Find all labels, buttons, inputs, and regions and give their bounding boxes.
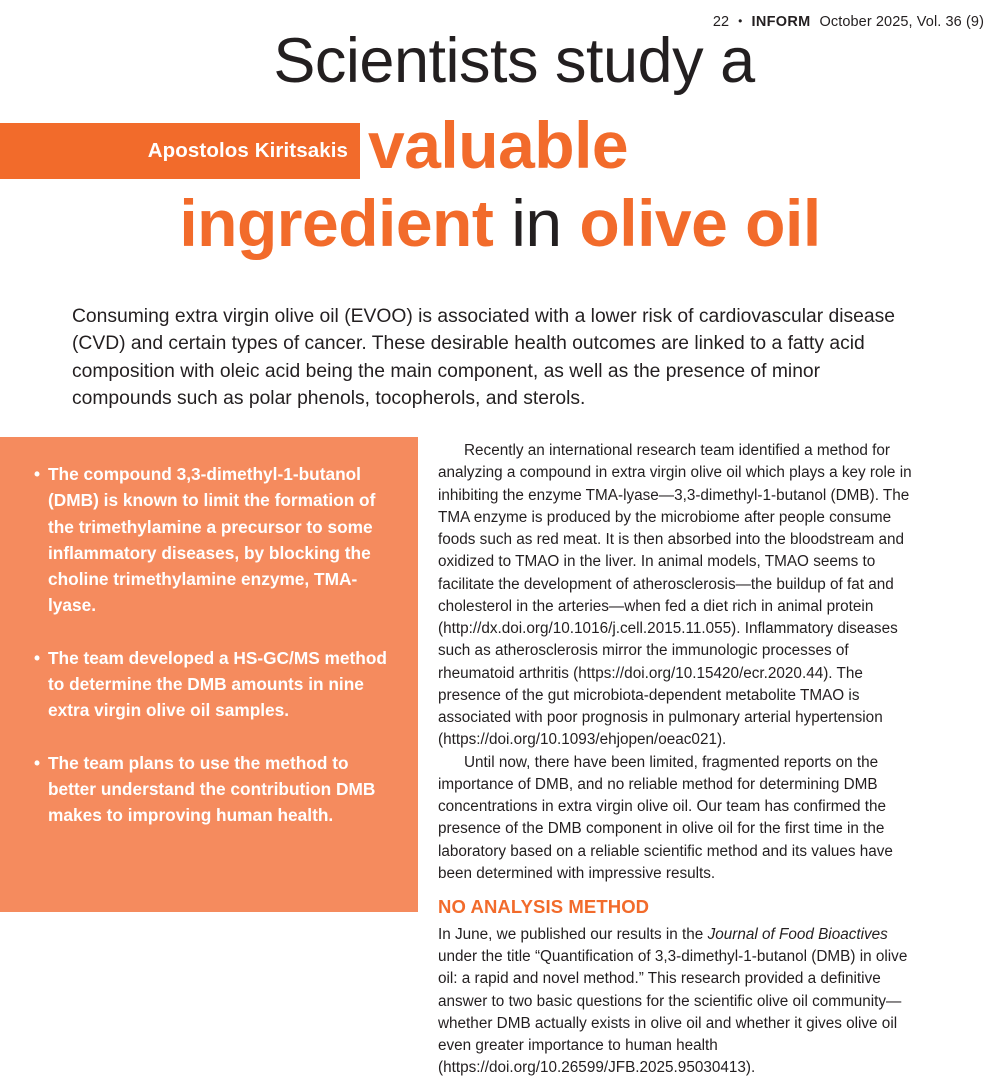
- body-paragraph-3-part-2: under the title “Quantification of 3,3-dimethyl-1-butanol (DMB) in olive oil: a rapid and novel method.” This research provided a definitive answer to two basic questions for the scientific olive oil community—whether DMB actually exists in olive oil and whether it gives olive oil even greater importance to human health (https://doi.org/10.26599/JFB.2025.95030413).: [438, 948, 908, 1077]
- bullet-marker-icon: •: [34, 464, 41, 484]
- header-separator-dot: •: [738, 14, 743, 28]
- list-item-text: The compound 3,3-dimethyl-1-butanol (DMB) is known to limit the formation of the trimethylamine a precursor to some inflammatory diseases, by blocking the choline trimethylamine enzyme, TMA-lyase.: [48, 464, 376, 616]
- page-number: 22: [712, 14, 730, 30]
- bullet-marker-icon: •: [34, 647, 41, 668]
- article-deck: Consuming extra virgin olive oil (EVOO) is associated with a lower risk of cardiovascular disease (CVD) and certain types of cancer. These desirable health outcomes are linked to a fatty acid composition with oleic acid being the main component, as well as the presence of minor compounds such as polar phenols, tocopherols, and sterols.: [72, 306, 895, 410]
- title-word-olive-oil: olive oil: [579, 186, 821, 260]
- key-points-panel: [0, 437, 418, 912]
- bullet-marker-icon: •: [34, 752, 41, 773]
- section-subheading: NO ANALYSIS METHOD: [438, 896, 650, 917]
- author-byline-bar: [0, 123, 360, 179]
- journal-title: Journal of Food Bioactives: [707, 925, 888, 943]
- title-line-2: valuable: [368, 108, 629, 182]
- list-item-text: The team plans to use the method to better understand the contribution DMB makes to improving human health.: [48, 752, 376, 826]
- list-item-text: The team developed a HS-GC/MS method to determine the DMB amounts in nine extra virgin olive oil samples.: [48, 647, 387, 721]
- title-word-ingredient: ingredient: [179, 186, 494, 260]
- title-line-1: Scientists study a: [273, 26, 755, 96]
- title-word-in: in: [511, 186, 562, 260]
- list-item: [34, 461, 392, 619]
- author-name: Apostolos Kiritsakis: [147, 139, 348, 162]
- issue-info: October 2025, Vol. 36 (9): [819, 14, 984, 30]
- title-block: [0, 0, 1000, 270]
- list-item: [34, 645, 392, 724]
- list-item: [34, 750, 392, 829]
- article-body-column: [438, 440, 926, 1080]
- body-paragraph-1: Recently an international research team identified a method for analyzing a compound in extra virgin olive oil which plays a key role in inhibiting the enzyme TMA-lyase—3,3-dimethyl-1-butanol (DMB). The TMA enzyme is produced by the microbiome after people consume foods such as red meat. It is then absorbed into the bloodstream and oxidized to TMAO in the liver. In animal models, TMAO seems to facilitate the development of atherosclerosis—the buildup of fat and cholesterol in the arteries—when fed a diet rich in animal protein (http://dx.doi.org/10.1016/j.cell.2015.11.055). Inflammatory diseases such as atherosclerosis mirror the immunologic processes of rheumatoid arthritis (https://doi.org/10.15420/ecr.2020.44). The presence of the gut microbiota-dependent metabolite TMAO is associated with poor prognosis in pulmonary arterial hypertension (https://doi.org/10.1093/ehjopen/oeac021).: [438, 442, 912, 749]
- body-paragraph-3-part-1: In June, we published our results in the: [438, 925, 708, 943]
- publication-brand: INFORM: [751, 14, 811, 30]
- title-line-3: [0, 186, 1000, 260]
- body-paragraph-3: [438, 924, 926, 1080]
- body-paragraph-2: Until now, there have been limited, fragmented reports on the importance of DMB, and no reliable method for determining DMB concentrations in extra virgin olive oil. Our team has confirmed the presence of the DMB component in olive oil for the first time in the laboratory based on a reliable scientific method and its values have been determined with impressive results.: [438, 753, 893, 882]
